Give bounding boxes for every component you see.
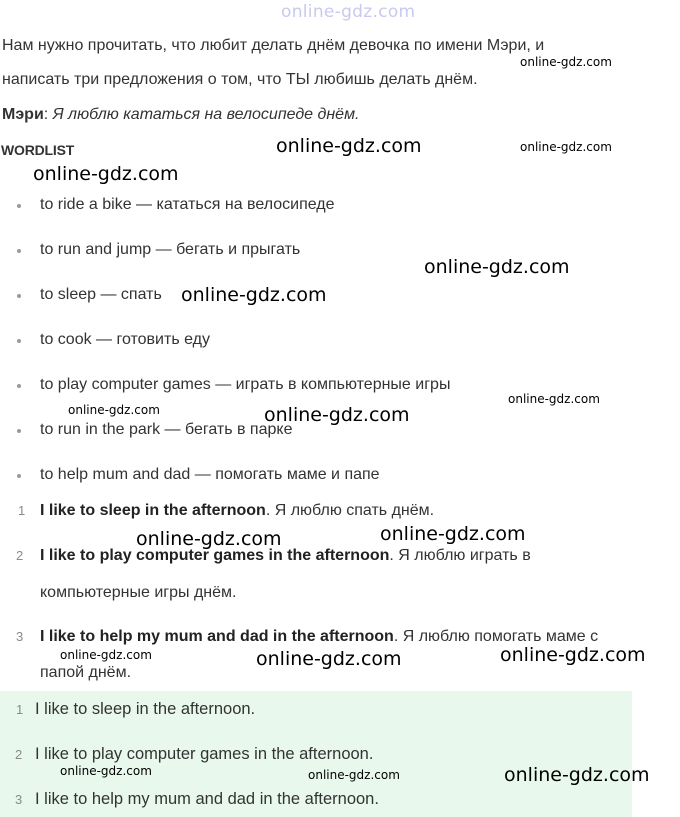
mary-name: Мэри [2, 106, 44, 123]
bullet-icon [17, 429, 21, 433]
answer-line-continued: компьютерные игры днём. [40, 584, 237, 601]
final-line: I like to help my mum and dad in the afternoon. [35, 790, 379, 808]
mary-colon: : [43, 106, 49, 123]
watermark: online-gdz.com [60, 648, 152, 662]
final-answer-box [0, 691, 632, 817]
bullet-icon [17, 339, 21, 343]
mary-quote-text: Я люблю кататься на велосипеде днём. [52, 106, 360, 123]
wordlist-item: to cook — готовить еду [40, 331, 210, 348]
bullet-icon [17, 384, 21, 388]
final-line: I like to sleep in the afternoon. [35, 700, 256, 718]
wordlist-item: to run in the park — бегать в парке [40, 421, 293, 438]
watermark: online-gdz.com [33, 163, 179, 185]
watermark-top: online-gdz.com [281, 2, 416, 22]
final-number: 1 [16, 702, 24, 717]
answer-english: I like to help my mum and dad in the afternoon [40, 628, 394, 645]
watermark: online-gdz.com [520, 55, 612, 69]
bullet-icon [17, 474, 21, 478]
watermark: online-gdz.com [181, 284, 327, 306]
answer-number: 2 [16, 548, 24, 563]
watermark: online-gdz.com [276, 135, 422, 157]
watermark: online-gdz.com [504, 764, 650, 786]
watermark: online-gdz.com [60, 764, 152, 778]
answer-line [40, 547, 531, 565]
watermark: online-gdz.com [256, 648, 402, 670]
answer-number: 3 [16, 629, 24, 644]
answer-russian: . Я люблю спать днём. [265, 502, 435, 519]
watermark: online-gdz.com [424, 256, 570, 278]
final-number: 2 [15, 747, 23, 762]
watermark: online-gdz.com [500, 644, 646, 666]
bullet-icon [17, 204, 21, 208]
intro-line-1: Нам нужно прочитать, что любит делать днём девочка по имени Мэри, и [2, 37, 545, 54]
watermark: online-gdz.com [508, 392, 600, 406]
wordlist-item: to ride a bike — кататься на велосипеде [40, 196, 335, 213]
answer-line-continued: папой днём. [40, 664, 132, 681]
answer-line [40, 502, 434, 520]
wordlist-item: to run and jump — бегать и прыгать [40, 241, 301, 258]
watermark: online-gdz.com [68, 403, 160, 417]
watermark: online-gdz.com [136, 528, 282, 550]
final-line: I like to play computer games in the afternoon. [35, 745, 374, 763]
watermark: online-gdz.com [308, 768, 400, 782]
final-number: 3 [15, 792, 23, 807]
answer-english: I like to play computer games in the afternoon [40, 547, 390, 564]
wordlist-item: to play computer games — играть в компьютерные игры [40, 376, 451, 393]
wordlist-item: to help mum and dad — помогать маме и папе [40, 466, 380, 483]
watermark: online-gdz.com [264, 404, 410, 426]
watermark: online-gdz.com [520, 140, 612, 154]
answer-russian: . Я люблю помогать маме с [393, 628, 599, 645]
answer-english: I like to sleep in the afternoon [40, 502, 266, 519]
bullet-icon [17, 249, 21, 253]
intro-line-2: написать три предложения о том, что ТЫ любишь делать днём. [2, 71, 478, 88]
wordlist-heading: WORDLIST [1, 142, 75, 158]
watermark: online-gdz.com [380, 523, 526, 545]
answer-number: 1 [18, 503, 26, 518]
bullet-icon [17, 294, 21, 298]
wordlist-item: to sleep — спать [40, 286, 162, 303]
answer-russian: . Я люблю играть в [389, 547, 531, 564]
mary-quote [2, 106, 359, 124]
